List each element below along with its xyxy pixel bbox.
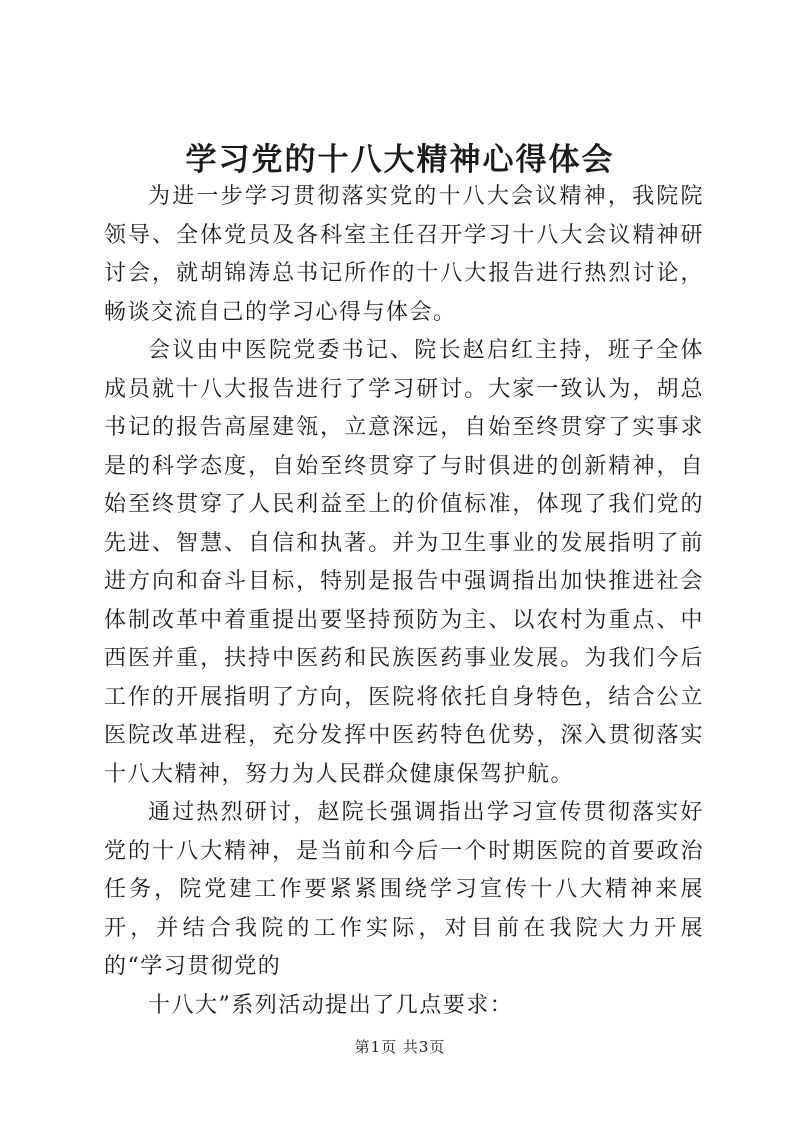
page-footer: 第1页 共3页 — [354, 1038, 446, 1056]
document-title: 学习党的十八大精神心得体会 — [185, 142, 615, 178]
paragraph-requirements: 十八大”系列活动提出了几点要求： — [148, 992, 514, 1018]
paragraph-intro: 为进一步学习贯彻落实党的十八大会议精神，我院院领导、全体党员及各科室主任召开学习十八大会议精神研讨会，就胡锦涛总书记所作的十八大报告进行热烈讨论，畅谈交流自己的学习心得与体会。 — [104, 184, 704, 325]
paragraph-meeting: 会议由中医院党委书记、院长赵启红主持，班子全体成员就十八大报告进行了学习研讨。大家一致认为，胡总书记的报告高屋建瓴，立意深远，自始至终贯穿了实事求是的科学态度，自始至终贯穿了与时俱进的创新精神，自始至终贯穿了人民利益至上的价值标准，体现了我们党的先进、智慧、自信和执著。并为卫生事业的发展指明了前进方向和奋斗目标，特别是报告中强调指出加快推进社会体制改革中着重提出要坚持预防为主、以农村为重点、中西医并重，扶持中医药和民族医药事业发展。为我们今后工作的开展指明了方向，医院将依托自身特色，结合公立医院改革进程，充分发挥中医药特色优势，深入贯彻落实十八大精神，努力为人民群众健康保驾护航。 — [104, 338, 704, 787]
paragraph-discussion: 通过热烈研讨，赵院长强调指出学习宣传贯彻落实好党的十八大精神，是当前和今后一个时期医院的首要政治任务，院党建工作要紧紧围绕学习宣传十八大精神来展开，并结合我院的工作实际，对目前在我院大力开展的“学习贯彻党的 — [104, 800, 704, 979]
document-body — [104, 178, 704, 1025]
